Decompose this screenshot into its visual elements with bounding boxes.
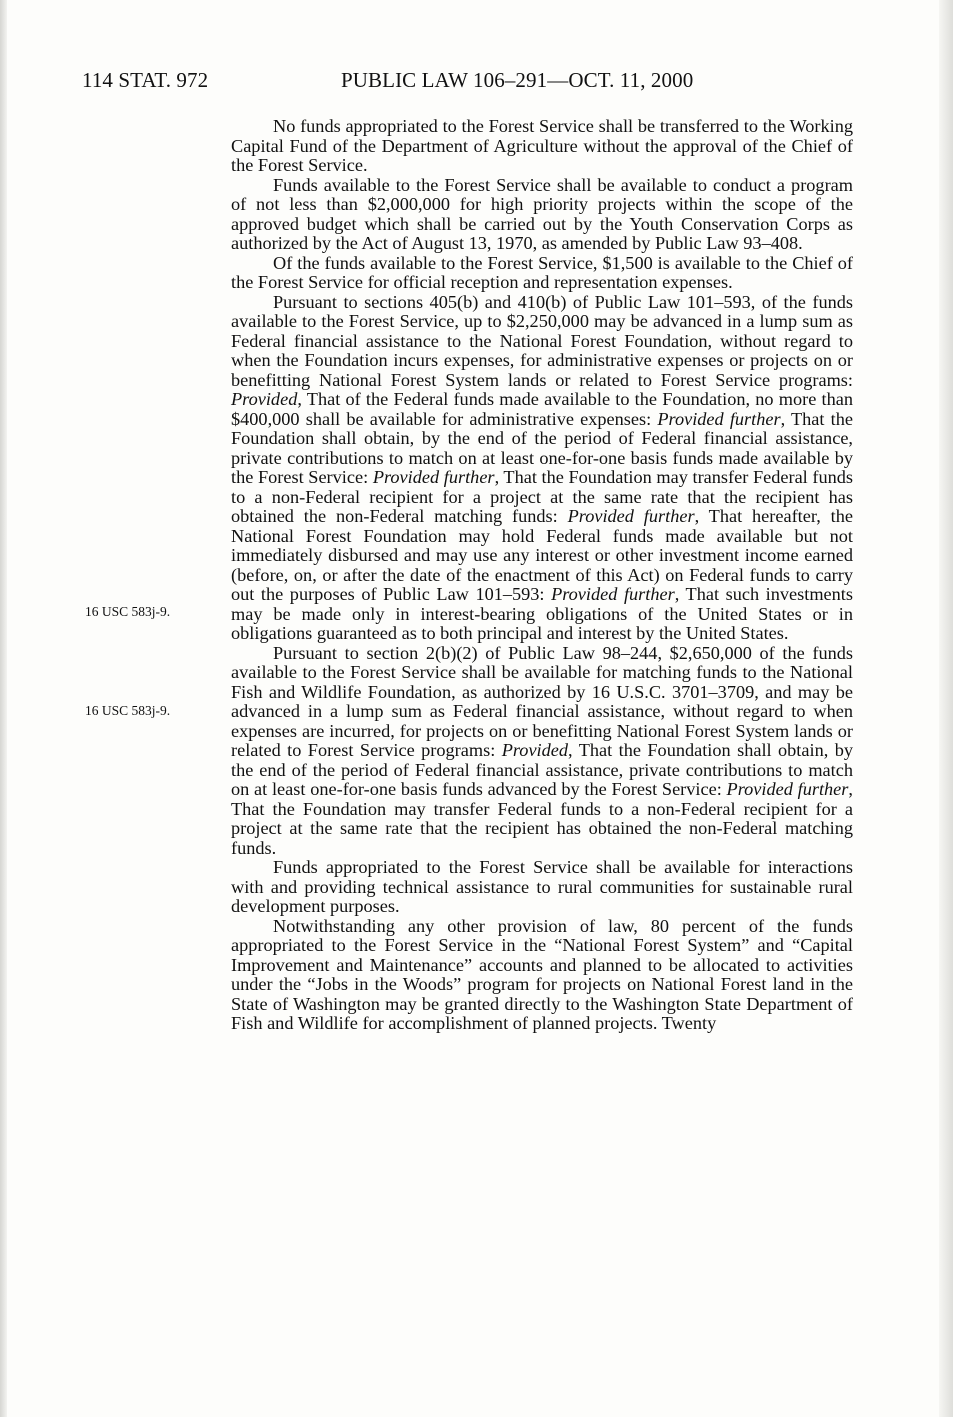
text-run: , That the Foundation may transfer Federal funds to a non-Federal recipient for a project at the same rate that the recipient has obtained the non-Federal matching funds. [231,779,853,858]
text-run: , That such investments may be made only in interest-bearing obligations of the United States or in obligations guaranteed as to both principal and interest by the United States. [231,584,853,643]
paragraph-jobs-in-the-woods: Notwithstanding any other provision of law, 80 percent of the funds appropriated to the Forest Service in the “National Forest System” and “Capital Improvement and Maintenance” accounts and planned to be allocated to activities under the “Jobs in the Woods” program for projects on National Forest land in the State of Washington may be granted directly to the Washington State Department of Fish and Wildlife for accomplishment of planned projects. Twenty [231,915,853,1033]
italic-proviso: Provided further [657,408,781,429]
page-scan-edge-right [939,0,953,1417]
text-run: , That the Foundation shall obtain, by the end of the period of Federal financial assistance, private contributions to match on at least one-for-one basis funds advanced by the Forest Service: [231,740,853,799]
stat-reference: 114 STAT. 972 [82,68,209,92]
italic-proviso: Provided [501,740,569,760]
italic-proviso: Provided further [726,779,849,799]
margin-note-usc-citation: 16 USC 583j-9. [85,703,171,718]
text-run: Pursuant to sections 405(b) and 410(b) of Public Law 101–593, of the funds available to the Forest Service, up to $2,250,000 may be advanced in a lump sum as Federal financial assistance to the National Forest Foundation, without regard to when the Foundation incurs expenses, for administrative expenses or projects on or benefitting National Forest System lands or related to Forest Service programs: [231,291,853,390]
paragraph-national-forest-foundation [231,293,853,644]
body-text [231,117,853,1034]
text-run: , That the Foundation shall obtain, by the end of the period of Federal financial assistance, private contributions to match on at least one-for-one basis funds made available by the Forest Service: [231,408,853,487]
page-scan-edge-left [0,0,7,1417]
paragraph-reception-expenses: Of the funds available to the Forest Service, $1,500 is available to the Chief of the Forest Service for official reception and representation expenses. [231,252,853,292]
text-run: , That of the Federal funds made available to the Foundation, no more than $400,000 shall be available for administrative expenses: [231,389,853,429]
text-run: , That the Foundation may transfer Federal funds to a non-Federal recipient for a project at the same rate that the recipient has obtained the non-Federal matching funds: [231,467,854,526]
italic-proviso: Provided further [372,467,495,487]
law-title: PUBLIC LAW 106–291—OCT. 11, 2000 [341,68,694,92]
italic-proviso: Provided [231,389,298,409]
margin-note-usc-citation: 16 USC 583j-9. [85,604,171,619]
text-run: Pursuant to section 2(b)(2) of Public Law 98–244, $2,650,000 of the funds available to the Forest Service shall be available for matching funds to the National Fish and Wildlife Foundation, as authorized by 16 U.S.C. 3701–3709, and may be advanced in a lump sum as Federal financial assistance, without regard to when expenses are incurred, for projects on or benefitting National Forest System lands or related to Forest Service programs: [231,642,853,760]
paragraph-working-capital-fund: No funds appropriated to the Forest Service shall be transferred to the Working Capital Fund of the Department of Agriculture without the approval of the Chief of the Forest Service. [231,116,853,175]
italic-proviso: Provided further [551,584,675,604]
paragraph-youth-conservation-corps: Funds available to the Forest Service shall be available to conduct a program of not less than $2,000,000 for high priority projects within the scope of the approved budget which shall be carried out by the Youth Conservation Corps as authorized by the Act of August 13, 1970, as amended by Public Law 93–408. [231,174,853,253]
paragraph-fish-wildlife-foundation [231,644,853,859]
paragraph-rural-communities: Funds appropriated to the Forest Service shall be available for interactions with and providing technical assistance to rural communities for sustainable rural development purposes. [231,857,853,916]
italic-proviso: Provided further [567,506,695,526]
text-run: , That hereafter, the National Forest Foundation may hold Federal funds made available but not immediately disbursed and may use any interest or other investment income earned (before, on, or after the date of the enactment of this Act) on Federal funds to carry out the purposes of Public Law 101–593: [231,506,853,604]
